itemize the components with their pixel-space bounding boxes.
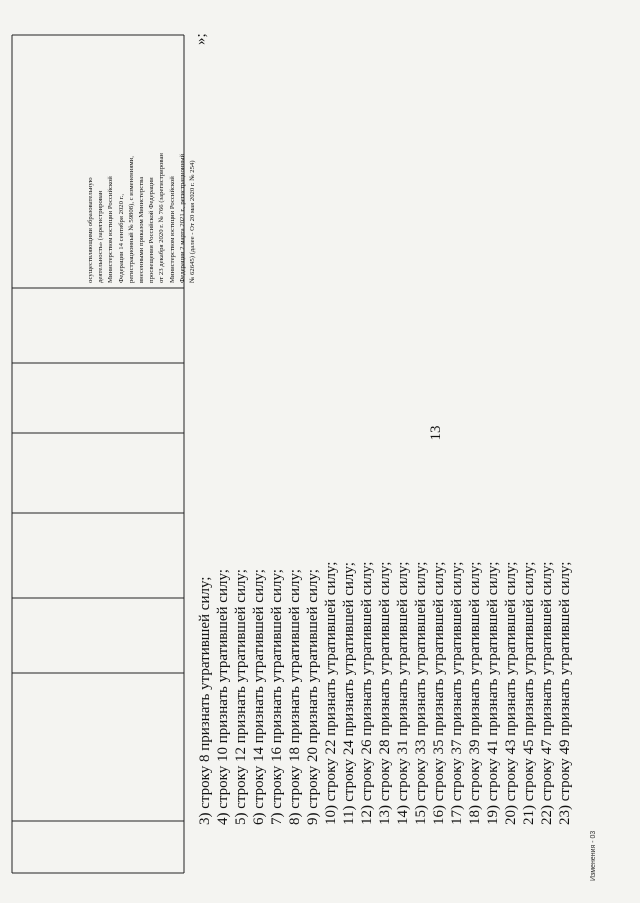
list-item: 9) строку 20 признать утратившей силу;: [305, 569, 321, 825]
cell-text-line: деятельность» (зарегистрирован: [97, 190, 105, 283]
list-item: 5) строку 12 признать утратившей силу;: [233, 569, 249, 825]
cell-text-line: осуществляющими образовательную: [87, 177, 94, 283]
list-item: 15) строку 33 признать утратившей силу;: [413, 561, 429, 825]
list-item: 19) строку 41 признать утратившей силу;: [485, 561, 501, 825]
list-item: 4) строку 10 признать утратившей силу;: [215, 569, 231, 825]
cell-text-line: Министерством юстиции Российской: [107, 176, 115, 283]
list-item: 8) строку 18 признать утратившей силу;: [287, 569, 303, 825]
list-item: 17) строку 37 признать утратившей силу;: [449, 561, 465, 825]
list-item: 21) строку 45 признать утратившей силу;: [521, 561, 537, 825]
list-item: 3) строку 8 признать утратившей силу;: [197, 576, 213, 825]
cell-text-line: от 23 декабря 2020 г. № 766 (зарегистрирован: [158, 153, 166, 283]
list-item: 10) строку 22 признать утратившей силу;: [323, 561, 339, 825]
cell-text-line: № 62645) (далее - От 20 мая 2020 г. № 254): [189, 160, 197, 283]
cell-text-line: регистрационный № 59808), с изменениями,: [127, 156, 135, 283]
footer-revision-note: Изменения - 03: [590, 830, 597, 881]
list-item: 6) строку 14 признать утратившей силу;: [251, 569, 267, 825]
list-item: 22) строку 47 признать утратившей силу;: [539, 561, 555, 825]
list-item: 11) строку 24 признать утратившей силу;: [341, 562, 357, 825]
table-cell-legal-reference: [86, 35, 197, 283]
list-item: 20) строку 43 признать утратившей силу;: [503, 561, 519, 825]
list-item: 12) строку 26 признать утратившей силу;: [359, 561, 375, 825]
list-item: 23) строку 49 признать утратившей силу;: [557, 561, 573, 825]
list-item: 16) строку 35 признать утратившей силу;: [431, 561, 447, 825]
cell-text-line: Министерством юстиции Российской: [168, 176, 176, 283]
cell-text-line: Федерации 14 сентября 2020 г.,: [117, 194, 125, 283]
list-item: 18) строку 39 признать утратившей силу;: [467, 561, 483, 825]
cell-text-line: просвещения Российской Федерации: [148, 177, 156, 283]
list-item: 13) строку 28 признать утратившей силу;: [377, 561, 393, 825]
list-item: 7) строку 16 признать утратившей силу;: [269, 569, 285, 825]
cell-text-line: Федерации 2 марта 2021 г., регистрационный: [178, 153, 186, 283]
closing-quote-mark: »;: [193, 33, 209, 45]
amendment-list: [196, 385, 574, 825]
cell-text-line: внесенными приказом Министерства: [138, 176, 146, 283]
list-item: 14) строку 31 признать утратившей силу;: [395, 561, 411, 825]
page-number: 13: [428, 425, 444, 441]
